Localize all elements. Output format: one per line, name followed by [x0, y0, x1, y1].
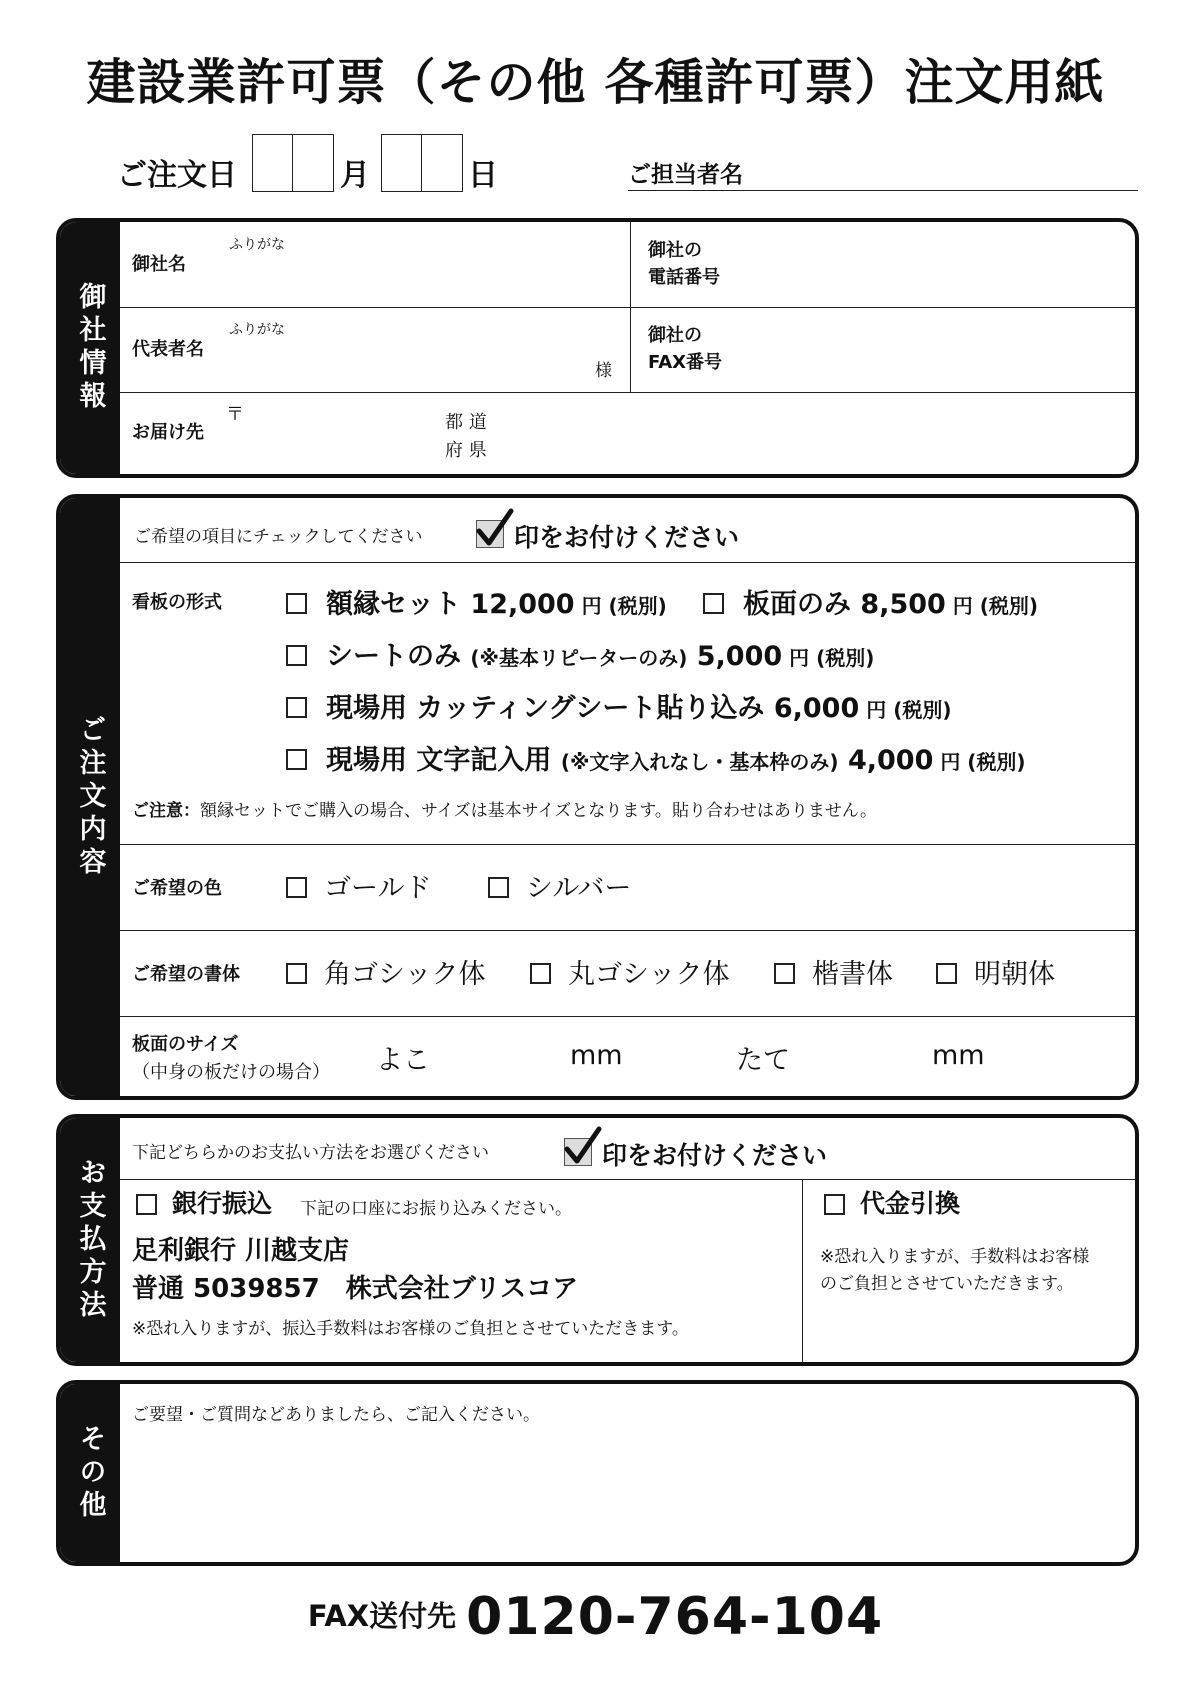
other-section	[56, 1380, 1139, 1566]
contact-name-label: ご担当者名	[628, 162, 743, 188]
cod-note-2: のご負担とさせていただきます。	[820, 1274, 1074, 1294]
cod-checkbox[interactable]	[824, 1194, 845, 1215]
divider	[120, 392, 1135, 393]
bank-fee-note: ※恐れ入りますが、振込手数料はお客様のご負担とさせていただきます。	[132, 1319, 689, 1339]
prefecture-label-1: 都 道	[445, 412, 487, 433]
prefecture-label-2: 府 県	[445, 440, 487, 461]
maru-gothic-checkbox[interactable]	[530, 963, 551, 984]
company-name-label: 御社名	[132, 254, 186, 275]
caution-note: ご注意：額縁セットでご購入の場合、サイズは基本サイズとなります。貼り合わせはありません。	[132, 801, 877, 821]
mincho-checkbox[interactable]	[936, 963, 957, 984]
payment-section	[56, 1114, 1139, 1366]
divider	[120, 562, 1135, 563]
fax-number: 0120-764-104	[466, 1587, 884, 1647]
font-label: ご希望の書体	[132, 964, 240, 985]
company-tel-label-2: 電話番号	[648, 267, 720, 288]
size-label: 板面のサイズ	[132, 1034, 239, 1055]
check-example-box	[476, 520, 504, 548]
representative-label: 代表者名	[132, 339, 204, 360]
comments-input[interactable]	[126, 1428, 1126, 1556]
divider	[630, 222, 631, 392]
sheet-only-checkbox[interactable]	[286, 645, 307, 666]
width-unit: mm	[570, 1040, 623, 1071]
bank-transfer-note: 下記の口座にお振り込みください。	[300, 1199, 572, 1219]
divider	[120, 1179, 1135, 1180]
divider	[120, 844, 1135, 845]
company-info-section	[56, 218, 1139, 478]
divider	[120, 930, 1135, 931]
order-content-side-label: ご注文内容	[60, 498, 120, 1096]
payment-instruction: 下記どちらかのお支払い方法をお選びください	[132, 1143, 489, 1163]
bank-name: 足利銀行 川越支店	[132, 1236, 350, 1266]
order-content-section	[56, 494, 1139, 1100]
month-digit-2[interactable]	[292, 134, 334, 192]
day-digit-2[interactable]	[421, 134, 463, 192]
check-instruction: ご希望の項目にチェックしてください	[134, 527, 423, 547]
month-label: 月	[340, 158, 370, 193]
option-maru-gothic: 丸ゴシック体	[568, 959, 730, 990]
other-instruction: ご要望・ご質問などありましたら、ご記入ください。	[132, 1405, 540, 1425]
option-frame-set: 額縁セット 12,000 円 (税別)	[326, 589, 667, 620]
kaku-gothic-checkbox[interactable]	[286, 963, 307, 984]
size-sublabel: （中身の板だけの場合）	[132, 1062, 330, 1083]
other-side-label: その他	[60, 1384, 120, 1562]
bank-transfer-checkbox[interactable]	[136, 1194, 157, 1215]
address-input[interactable]	[210, 398, 1130, 470]
postal-mark: 〒	[226, 404, 244, 425]
order-date-label: ご注文日	[117, 158, 237, 193]
payment-mark-text: 印をお付けください	[602, 1141, 828, 1170]
height-unit: mm	[932, 1040, 985, 1071]
cod-label: 代金引換	[860, 1189, 961, 1218]
payment-side-label: お支払方法	[60, 1118, 120, 1362]
option-kaisho: 楷書体	[812, 959, 893, 990]
width-input[interactable]	[440, 1034, 560, 1074]
fax-destination	[0, 1587, 1191, 1647]
option-sheet-only: シートのみ (※基本リピーターのみ) 5,000 円 (税別)	[326, 641, 875, 672]
width-label: よこ	[376, 1045, 430, 1076]
contact-name-field[interactable]	[628, 156, 1138, 191]
text-entry-checkbox[interactable]	[286, 749, 307, 770]
divider	[120, 1016, 1135, 1017]
divider	[802, 1179, 803, 1362]
option-board-only: 板面のみ 8,500 円 (税別)	[743, 589, 1039, 620]
representative-input[interactable]	[210, 340, 590, 384]
month-digit-1[interactable]	[252, 134, 294, 192]
option-silver: シルバー	[526, 873, 632, 904]
sama-label: 様	[595, 361, 612, 381]
company-fax-input[interactable]	[760, 317, 1130, 383]
option-mincho: 明朝体	[974, 959, 1055, 990]
gold-checkbox[interactable]	[286, 877, 307, 898]
kaisho-checkbox[interactable]	[774, 963, 795, 984]
address-label: お届け先	[132, 422, 204, 443]
day-digit-1[interactable]	[381, 134, 423, 192]
company-name-input[interactable]	[210, 256, 620, 300]
option-cutting-sheet: 現場用 カッティングシート貼り込み 6,000 円 (税別)	[326, 693, 952, 724]
representative-furigana: ふりがな	[229, 322, 285, 338]
silver-checkbox[interactable]	[488, 877, 509, 898]
company-fax-label-2: FAX番号	[648, 352, 723, 373]
company-tel-input[interactable]	[760, 232, 1130, 298]
bank-transfer-label: 銀行振込	[172, 1189, 273, 1218]
bank-account: 普通 5039857 株式会社ブリスコア	[132, 1274, 579, 1304]
checkmark-icon	[473, 507, 517, 551]
check-mark-text: 印をお付けください	[514, 523, 740, 552]
company-info-side-label: 御社情報	[60, 222, 120, 474]
divider	[120, 307, 1135, 308]
cod-note-1: ※恐れ入りますが、手数料はお客様	[820, 1247, 1090, 1267]
height-input[interactable]	[800, 1034, 920, 1074]
checkmark-icon	[561, 1125, 605, 1169]
company-tel-label-1: 御社の	[648, 240, 702, 261]
page-title: 建設業許可票（その他 各種許可票）注文用紙	[86, 54, 1105, 111]
board-only-checkbox[interactable]	[703, 593, 724, 614]
check-example-box	[564, 1138, 592, 1166]
frame-set-checkbox[interactable]	[286, 593, 307, 614]
color-label: ご希望の色	[132, 878, 222, 899]
option-gold: ゴールド	[324, 873, 432, 904]
option-kaku-gothic: 角ゴシック体	[324, 959, 486, 990]
option-text-entry: 現場用 文字記入用 (※文字入れなし・基本枠のみ) 4,000 円 (税別)	[326, 745, 1026, 776]
height-label: たて	[736, 1045, 790, 1076]
day-label: 日	[468, 158, 498, 193]
company-fax-label-1: 御社の	[648, 325, 702, 346]
format-label: 看板の形式	[132, 592, 222, 613]
cutting-sheet-checkbox[interactable]	[286, 697, 307, 718]
fax-label: FAX送付先	[307, 1599, 457, 1633]
company-name-furigana: ふりがな	[229, 237, 285, 253]
